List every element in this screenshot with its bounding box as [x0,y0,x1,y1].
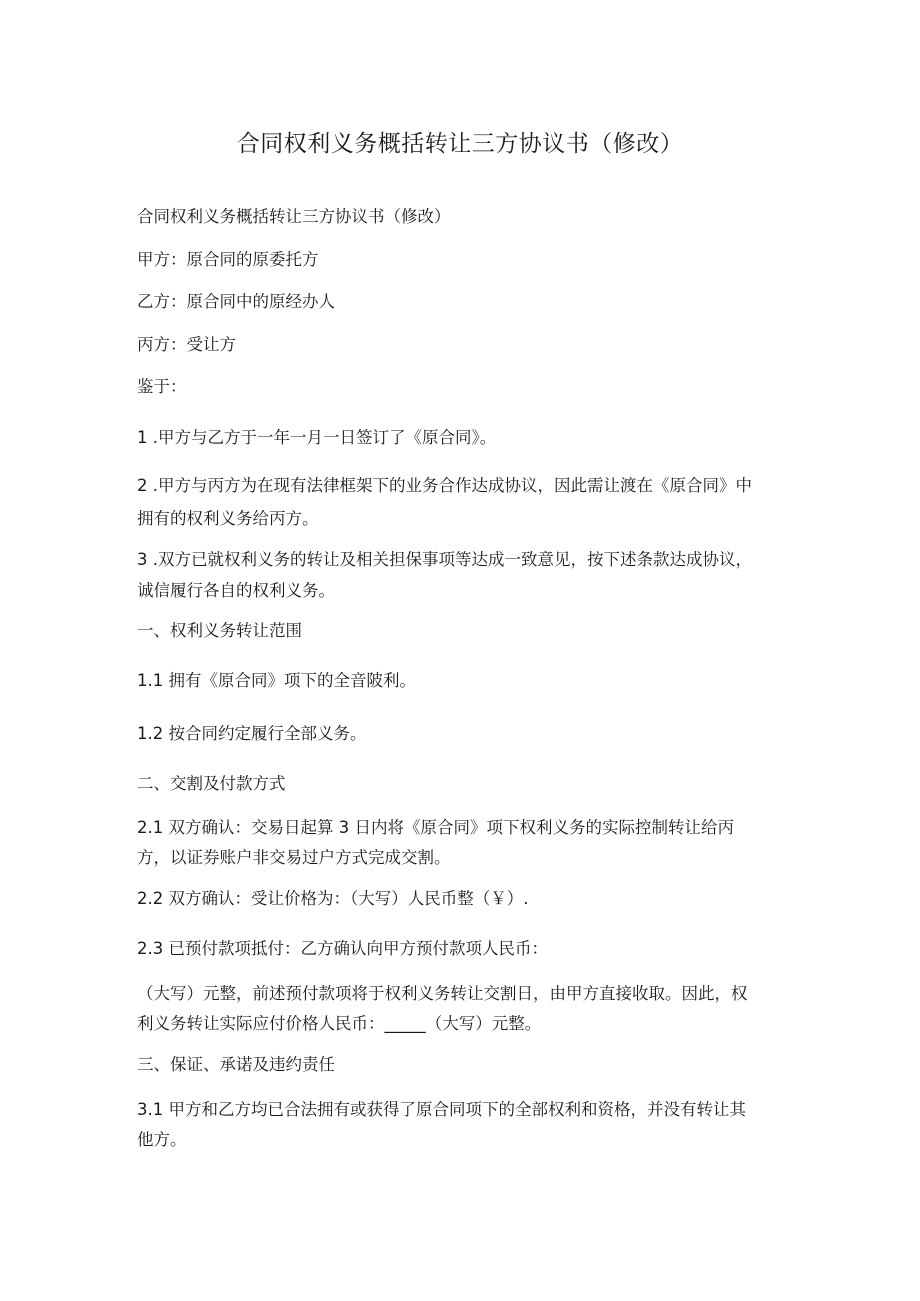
clause-2-2: 2.2 双方确认：受让价格为：（大写）人民币整（￥）. [137,889,529,908]
section-2-heading: 二、交割及付款方式 [137,774,286,793]
party-a-line: 甲方：原合同的原委托方 [137,250,319,269]
clause-3-1-line-1: 3.1 甲方和乙方均已合法拥有或获得了原合同项下的全部权利和资格，并没有转让其 [137,1100,746,1119]
recital-1: 1 .甲方与乙方于一年一月一日签订了《原合同》。 [137,428,497,447]
whereas-heading: 鉴于： [137,377,187,396]
clause-3-1-line-2: 他方。 [137,1130,187,1149]
intro-title-line: 合同权利义务概括转让三方协议书（修改） [137,207,451,226]
party-c-line: 丙方：受让方 [137,335,236,354]
clause-2-3: 2.3 已预付款项抵付：乙方确认向甲方预付款项人民币： [137,939,548,958]
section-3-heading: 三、保证、承诺及违约责任 [137,1055,335,1074]
clause-2-3-continued-line-2: 利义务转让实际应付价格人民币：_____（大写）元整。 [137,1014,542,1033]
clause-2-3-continued-line-1: （大写）元整，前述预付款项将于权利义务转让交割日，由甲方直接收取。因此，权 [137,984,748,1003]
document-title: 合同权利义务概括转让三方协议书（修改） [236,131,684,157]
party-b-line: 乙方：原合同中的原经办人 [137,292,335,311]
clause-1-2: 1.2 按合同约定履行全部义务。 [137,724,367,743]
recital-3-line-2: 诚信履行各自的权利义务。 [137,581,335,600]
recital-2-line-2: 拥有的权利义务给丙方。 [137,509,319,528]
clause-1-1: 1.1 拥有《原合同》项下的全音陂利。 [137,671,416,690]
section-1-heading: 一、权利义务转让范围 [137,621,302,640]
recital-2-line-1: 2 .甲方与丙方为在现有法律框架下的业务合作达成协议，因此需让渡在《原合同》中 [137,476,752,495]
recital-3-line-1: 3 .双方已就权利义务的转让及相关担保事项等达成一致意见，按下述条款达成协议， [137,550,752,569]
clause-2-1-line-1: 2.1 双方确认：交易日起算 3 日内将《原合同》项下权利义务的实际控制转让给丙 [137,818,734,837]
clause-2-1-line-2: 方，以证券账户非交易过户方式完成交割。 [137,848,451,867]
